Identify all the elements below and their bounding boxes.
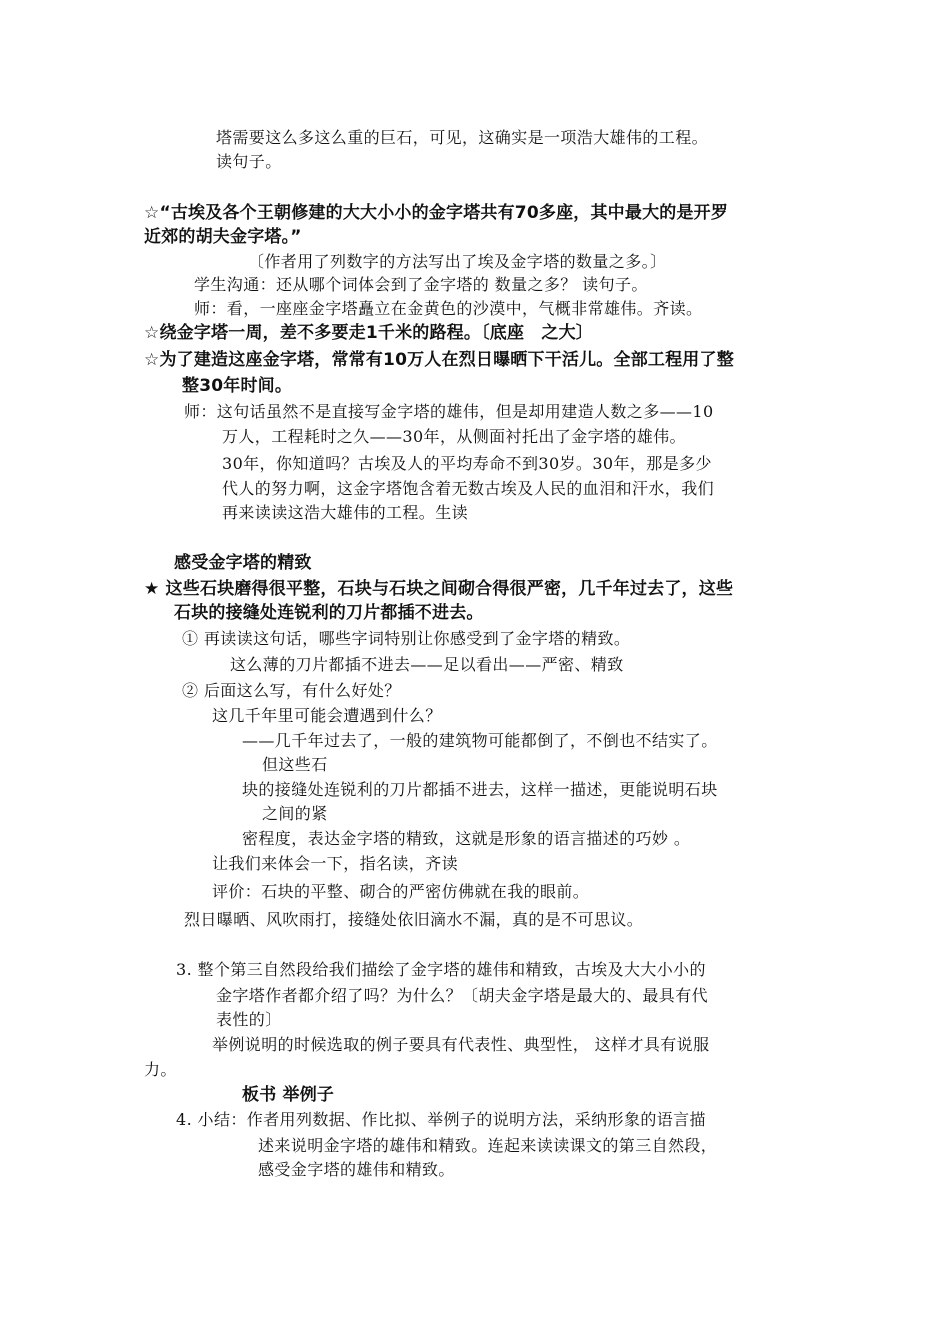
quote-line-bold: 整30年时间。 (182, 376, 293, 396)
text-line: 3. 整个第三自然段给我们描绘了金字塔的雄伟和精致，古埃及大大小小的 (176, 960, 706, 979)
quote-line-bold: ☆“古埃及各个王朝修建的大大小小的金字塔共有70多座，其中最大的是开罗 (144, 203, 729, 223)
text-line: 之间的紧 (262, 804, 328, 823)
text-line: 密程度，表达金字塔的精致，这就是形象的语言描述的巧妙 。 (242, 829, 691, 848)
text-line: 让我们来体会一下，指名读，齐读 (212, 854, 459, 873)
text-line: 师：这句话虽然不是直接写金字塔的雄伟，但是却用建造人数之多——10 (184, 402, 714, 421)
text-line: 感受金字塔的雄伟和精致。 (258, 1160, 455, 1179)
text-line: 块的接缝处连锐利的刀片都插不进去，这样一描述，更能说明石块 (242, 780, 718, 799)
text-line: 举例说明的时候选取的例子要具有代表性、典型性， 这样才具有说服 (212, 1035, 710, 1054)
board-note: 板书 举例子 (242, 1085, 335, 1105)
text-line: ——几千年过去了，一般的建筑物可能都倒了，不倒也不结实了。 (242, 731, 718, 750)
text-line: ① 再读读这句话，哪些字词特别让你感受到了金字塔的精致。 (182, 629, 631, 648)
text-line: 再来读读这浩大雄伟的工程。生读 (222, 503, 469, 522)
text-line: 师：看，一座座金字塔矗立在金黄色的沙漠中，气概非常雄伟。齐读。 (194, 299, 703, 318)
text-line: 但这些石 (262, 755, 328, 774)
text-line: 表性的〕 (216, 1010, 282, 1029)
quote-line-bold: 石块的接缝处连锐利的刀片都插不进去。 (174, 603, 484, 623)
text-line: 万人，工程耗时之久——30年，从侧面衬托出了金字塔的雄伟。 (222, 427, 686, 446)
text-line: 评价：石块的平整、砌合的严密仿佛就在我的眼前。 (212, 882, 590, 901)
text-line: 烈日曝晒、风吹雨打，接缝处依旧滴水不漏，真的是不可思议。 (184, 910, 644, 929)
text-line: 塔需要这么多这么重的巨石，可见，这确实是一项浩大雄伟的工程。 (216, 128, 709, 147)
quote-line-bold: ☆绕金字塔一周，差不多要走1千米的路程。〔底座 之大〕 (144, 323, 593, 343)
text-line: 述来说明金字塔的雄伟和精致。连起来读读课文的第三自然段， (258, 1136, 718, 1155)
text-line: 力。 (144, 1060, 177, 1079)
text-line: 4. 小结：作者用列数据、作比拟、举例子的说明方法，采纳形象的语言描 (176, 1110, 706, 1129)
text-line: 学生沟通：还从哪个词体会到了金字塔的 数量之多？ 读句子。 (194, 275, 648, 294)
quote-line-bold: ☆为了建造这座金字塔，常常有10万人在烈日曝晒下干活儿。全部工程用了整 (144, 350, 734, 370)
text-line: ② 后面这么写，有什么好处？ (182, 681, 401, 700)
quote-line-bold: ★ 这些石块磨得很平整，石块与石块之间砌合得很严密，几千年过去了，这些 (144, 579, 734, 599)
text-line: 金字塔作者都介绍了吗？为什么？〔胡夫金字塔是最大的、最具有代 (216, 986, 709, 1005)
text-line: 〔作者用了列数字的方法写出了埃及金字塔的数量之多。〕 (248, 252, 667, 271)
section-heading: 感受金字塔的精致 (174, 553, 312, 573)
text-line: 这几千年里可能会遭遇到什么？ (212, 706, 442, 725)
text-line: 读句子。 (216, 152, 282, 171)
text-line: 代人的努力啊，这金字塔饱含着无数古埃及人民的血泪和汗水，我们 (222, 479, 715, 498)
text-line: 这么薄的刀片都插不进去——足以看出——严密、精致 (230, 655, 624, 674)
text-line: 30年，你知道吗？古埃及人的平均寿命不到30岁。30年，那是多少 (222, 454, 712, 473)
quote-line-bold: 近郊的胡夫金字塔。” (144, 227, 302, 247)
